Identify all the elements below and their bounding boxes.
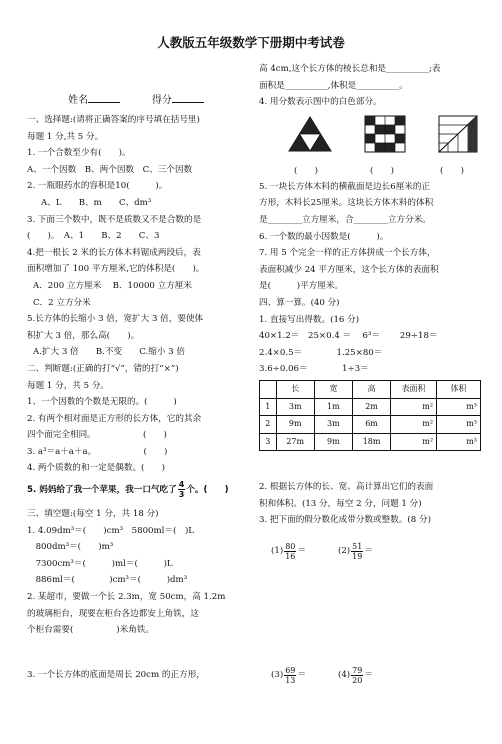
choice-q1: 1. 一个合数至少有( )。 [27, 148, 131, 159]
table-cell-surface[interactable]: m² [391, 433, 437, 451]
fraction-numerator: 69 [285, 665, 296, 675]
equals-sign: ＝ [297, 545, 306, 556]
fraction-numerator: 79 [352, 665, 363, 675]
fraction-label: (1) [271, 545, 284, 556]
table-cell: 9m [314, 433, 352, 451]
equals-sign: ＝ [297, 669, 306, 680]
judge-q3: 3. a³＝a＋a＋a。 ( ) [27, 446, 168, 457]
fraction-denominator: 16 [285, 551, 296, 561]
table-cell: 27m [276, 433, 314, 451]
judge-q1: 1、一个因数的个数是无限的。( ) [27, 397, 177, 408]
choice-q4-b: 面积增加了 100 平方厘米,它的体积是( )。 [27, 264, 205, 275]
improper-fraction [284, 666, 296, 685]
improper-fraction [351, 666, 363, 685]
improper-fraction [351, 542, 363, 561]
judge-q2-b: 四个面完全相同。 ( ) [27, 430, 167, 441]
calc-q3: 3. 把下面的假分数化成带分数或整数。(8 分) [259, 515, 431, 526]
choice-q5: 5.长方体的长缩小 3 倍，宽扩大 3 倍，要使体 [27, 314, 204, 325]
fill-q5-c: 是________立方厘米，合________立方分米。 [259, 214, 431, 225]
fill-q5: 5. 一块长方体木料的横截面是边长6厘米的正 [259, 181, 431, 192]
calc-row-1: 40×1.2＝ 25×0.4 ＝ 6³＝ 29÷18＝ [259, 331, 438, 342]
fraction-numerator: 80 [285, 541, 296, 551]
equals-sign: ＝ [364, 545, 373, 556]
fill-q1-d: 886ml＝( )cm³＝( )dm³ [27, 575, 188, 586]
section-3-heading: 三、填空题:(每空 1 分，共 18 分) [27, 509, 159, 520]
fill-q3-b: 高 4cm,这个长方体的棱长总和是__________;表 [259, 64, 441, 74]
score-label: 得分 [151, 95, 172, 106]
fill-q2-b: 的玻璃柜台，现要在柜台各边都安上角铁，这 [27, 608, 199, 619]
fraction-denominator: 20 [352, 675, 363, 685]
choice-q5-b: 积扩大 3 倍，那么高( )。 [27, 330, 140, 341]
choice-q3-options: ( )。 A、1 B、2 C、3 [27, 231, 160, 242]
choice-q4-options-b: C．2 立方分米 [33, 297, 91, 308]
choice-q3: 3. 下面三个数中，既不是质数又不是合数的是 [27, 214, 202, 225]
table-cell: 2m [352, 398, 390, 416]
judge-q5 [27, 477, 245, 503]
name-score-row [27, 91, 245, 109]
table-cell-volume[interactable]: m³ [437, 398, 481, 416]
fraction-row-2 [259, 661, 481, 689]
fill-q1-b: 800dm³＝( )m³ [27, 542, 114, 553]
judge-q2: 2. 有两个相对面是正方形的长方体，它的其余 [27, 413, 202, 424]
table-header-cell: 高 [352, 380, 390, 398]
page-title: 人教版五年级数学下册期中考试卷 [157, 35, 345, 50]
fraction-label: (3) [271, 669, 284, 680]
fraction-denominator: 3 [178, 490, 185, 500]
table-cell: 3 [260, 433, 277, 451]
fill-q7-b: 表面积减少 24 平方厘米，这个长方体的表面积 [259, 264, 439, 275]
right-column [259, 61, 481, 689]
name-label: 姓名 [68, 95, 89, 106]
table-cell: 1m [314, 398, 352, 416]
left-column [27, 87, 245, 683]
fill-q7-c: 是( )平方厘米。 [259, 281, 344, 292]
fill-q7: 7. 用 5 个完全一样的正方体拼成一个长方体， [259, 248, 436, 259]
table-row [260, 416, 481, 434]
choice-q4-options: A．200 立方厘米 B．10000 立方厘米 [33, 280, 192, 291]
equals-sign: ＝ [364, 669, 373, 680]
fill-q2: 2. 某超市，要做一个长 2.3m，宽 50cm，高 1.2m [27, 592, 226, 603]
table-row [260, 433, 481, 451]
calc-q2-b: 积和体积。(13 分，每空 2 分，问题 1 分) [259, 498, 422, 509]
fraction-numerator: 51 [352, 541, 363, 551]
fill-q4: 4. 用分数表示图中的白色部分。 [259, 97, 382, 108]
fraction-label: (4) [337, 669, 351, 680]
judge-q5-fraction [178, 480, 186, 499]
fill-q1-c: 7300cm³＝( )ml＝( )L [27, 558, 173, 569]
choice-q2-options: A、L B、m C、dm³ [41, 197, 152, 208]
table-header-row [260, 380, 481, 398]
triangle-figure [287, 115, 332, 153]
figure-caption-3[interactable]: ( ) [440, 165, 464, 176]
judge-q5-text: 5. 妈妈给了我一个苹果，我一口气吃了 [27, 485, 177, 496]
table-header-cell [260, 380, 277, 398]
choice-q2: 2. 一瓶眼药水的容积是10( )。 [27, 181, 168, 192]
fill-q3-c: 面积是__________,体积是__________。 [259, 80, 408, 91]
name-blank[interactable] [88, 91, 120, 103]
table-cell-volume[interactable]: m³ [437, 416, 481, 434]
fraction-label: (2) [337, 545, 351, 556]
fraction-row-1 [259, 537, 481, 565]
calc-row-2: 2.4×0.5＝ 1.25×80＝ [259, 347, 383, 358]
table-cell: 18m [352, 433, 390, 451]
calc-q2: 2. 根据长方体的长、宽、高计算出它们的表面 [259, 482, 434, 493]
figure-caption-2[interactable]: ( ) [370, 165, 394, 176]
table-cell-surface[interactable]: m² [391, 398, 437, 416]
table-header-cell: 表面积 [391, 380, 437, 398]
table-cell: 2 [260, 416, 277, 434]
table-cell: 3m [314, 416, 352, 434]
fill-q6: 6. 一个数的最小因数是( )。 [259, 231, 389, 242]
figure-caption-1[interactable]: ( ) [294, 165, 318, 176]
figure-captions [259, 163, 481, 179]
table-cell: 9m [276, 416, 314, 434]
judge-q5-tail: 个。( ) [186, 485, 229, 496]
calc-row-3: 3.6÷0.06＝ 1÷3＝ [259, 364, 369, 375]
improper-fraction [284, 542, 296, 561]
section-1-heading-2: 每题 1 分,共 5 分。 [27, 131, 104, 142]
choice-q4: 4.把一根长 2 米的长方体木料锯成两段后，表 [27, 247, 201, 258]
table-header-cell: 宽 [314, 380, 352, 398]
fraction-numerator: 4 [178, 480, 185, 490]
table-header-cell: 长 [276, 380, 314, 398]
section-2-heading-2: 每题 1 分，共 5 分。 [27, 380, 110, 391]
table-cell: 3m [276, 398, 314, 416]
choice-q1-options: A、一个因数 B、两个因数 C、三个因数 [27, 164, 193, 175]
choice-q5-options: A.扩大 3 倍 B.不变 C.缩小 3 倍 [33, 347, 185, 358]
grid-figure [364, 115, 407, 155]
judge-q4: 4. 两个质数的和一定是偶数。( ) [27, 463, 165, 474]
section-2-heading: 二、判断题:(正确的打“√”，错的打“×”) [27, 363, 179, 374]
fill-q1: 1. 4.09dm³＝( )cm³ 5800ml＝( )L [27, 525, 195, 536]
section-1-heading: 一、选择题:(请将正确答案的序号填在括号里) [27, 115, 200, 125]
fraction-denominator: 19 [352, 551, 363, 561]
fraction-denominator: 13 [285, 675, 296, 685]
fill-q2-c: 个柜台需要( )米角铁。 [27, 625, 155, 636]
section-4-heading: 四、算一算。(40 分) [259, 297, 340, 308]
fill-q3: 3. 一个长方体的底面是周长 20cm 的正方形， [27, 669, 205, 680]
table-header-cell: 体积 [437, 380, 481, 398]
striped-square-figure [438, 115, 481, 155]
fill-q5-b: 方形，木料长25厘米。这块长方体木料的体积 [259, 198, 434, 209]
table-cell-surface[interactable]: m² [391, 416, 437, 434]
score-blank[interactable] [172, 91, 204, 103]
table-row [260, 398, 481, 416]
calc-q1-heading: 1. 直接写出得数。(16 分) [259, 314, 360, 325]
fraction-figures [259, 115, 481, 163]
table-cell: 6m [352, 416, 390, 434]
table-cell-volume[interactable]: m³ [437, 433, 481, 451]
cuboid-table [259, 380, 481, 451]
table-cell: 1 [260, 398, 277, 416]
